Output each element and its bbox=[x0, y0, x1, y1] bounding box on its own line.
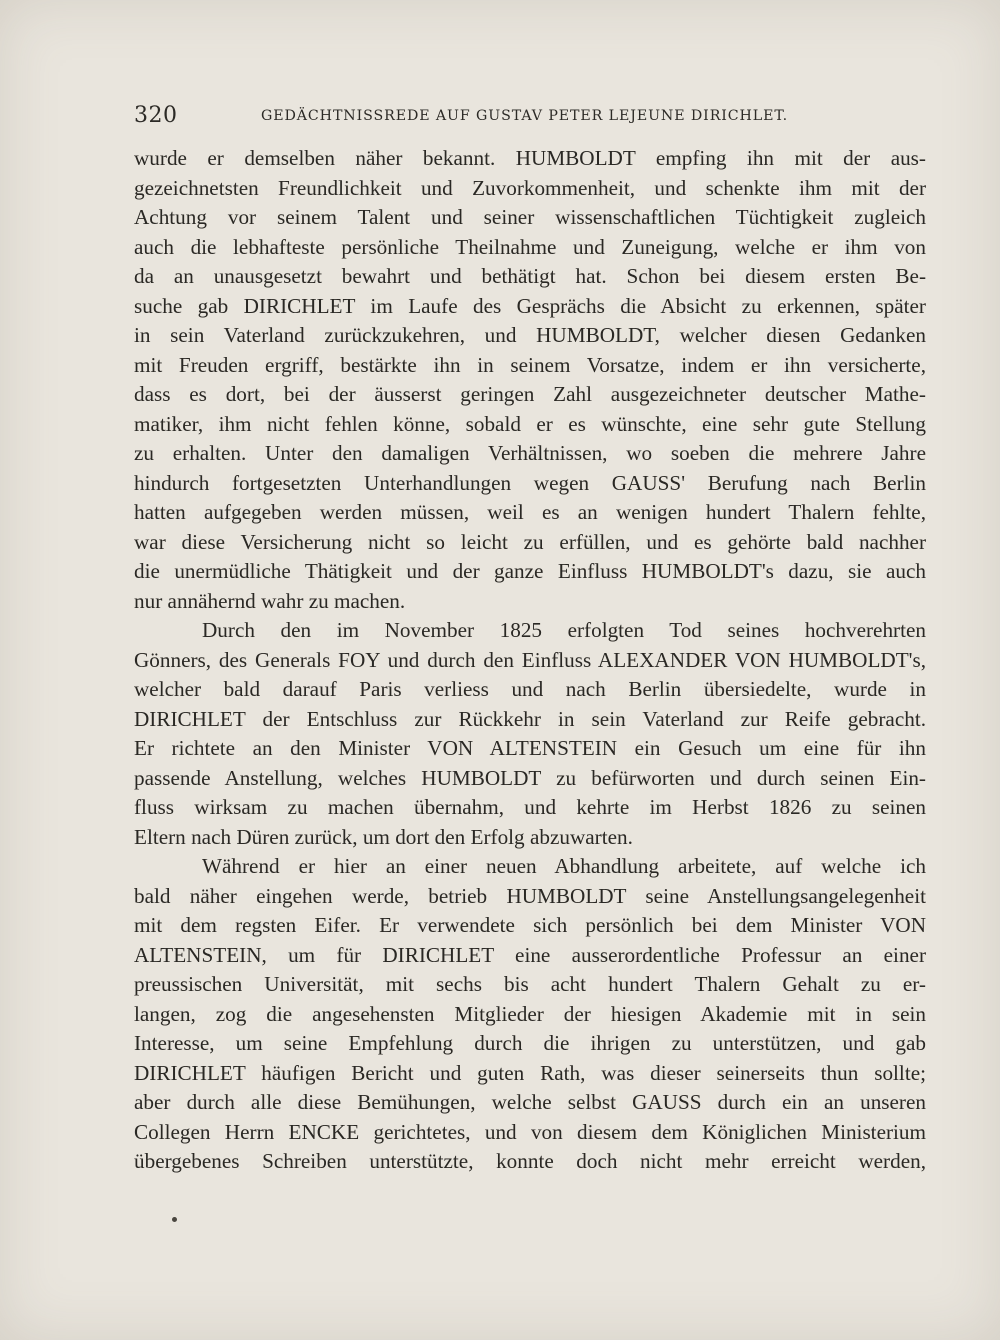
text-line: auch die lebhafteste persönliche Theilnahme und Zuneigung, welche er ihm von bbox=[134, 234, 926, 259]
text-line: langen, zog die angesehensten Mitglieder der hiesigen Akademie mit in sein bbox=[134, 1001, 926, 1026]
text-line: hindurch fortgesetzten Unterhandlungen wegen GAUSS' Berufung nach Berlin bbox=[134, 470, 926, 495]
text-line: mit dem regsten Eifer. Er verwendete sich persönlich bei dem Minister VON bbox=[134, 913, 926, 937]
text-line: in sein Vaterland zurückzukehren, und HUMBOLDT, welcher diesen Gedanken bbox=[134, 323, 926, 347]
text-line: Gönners, des Generals FOY und durch den Einfluss ALEXANDER VON HUMBOLDT's, bbox=[134, 647, 926, 672]
text-line: Eltern nach Düren zurück, um dort den Erfolg abzuwarten. bbox=[134, 824, 633, 849]
text-line: Durch den im November 1825 erfolgten Tod seines hochverehrten bbox=[202, 618, 926, 642]
text-line: Während er hier an einer neuen Abhandlung arbeitete, auf welche ich bbox=[202, 854, 926, 878]
text-line: übergebenes Schreiben unterstützte, konnte doch nicht mehr erreicht werden, bbox=[134, 1149, 926, 1173]
text-line: Achtung vor seinem Talent und seiner wissenschaftlichen Tüchtigkeit zugleich bbox=[134, 205, 926, 229]
page-number: 320 bbox=[134, 103, 178, 128]
text-line: suche gab DIRICHLET im Laufe des Gesprächs die Absicht zu erkennen, später bbox=[134, 293, 926, 318]
text-line: matiker, ihm nicht fehlen könne, sobald er es wünschte, eine sehr gute Stellung bbox=[134, 411, 926, 436]
text-line: bald näher eingehen werde, betrieb HUMBOLDT seine Anstellungsangelegenheit bbox=[134, 883, 926, 908]
text-line: Collegen Herrn ENCKE gerichtetes, und von diesem dem Königlichen Ministerium bbox=[134, 1119, 926, 1144]
text-line: Er richtete an den Minister VON ALTENSTEIN ein Gesuch um eine für ihn bbox=[134, 736, 926, 760]
text-line: fluss wirksam zu machen übernahm, und kehrte im Herbst 1826 zu seinen bbox=[134, 795, 926, 819]
ink-speck bbox=[172, 1217, 177, 1222]
text-line: DIRICHLET der Entschluss zur Rückkehr in sein Vaterland zur Reife gebracht. bbox=[134, 706, 926, 731]
text-line: mit Freuden ergriff, bestärkte ihn in seinem Vorsatze, indem er ihn versicherte, bbox=[134, 352, 926, 377]
body-text bbox=[134, 144, 926, 1177]
text-line: welcher bald darauf Paris verliess und nach Berlin übersiedelte, wurde in bbox=[134, 677, 926, 701]
text-line: wurde er demselben näher bekannt. HUMBOLDT empfing ihn mit der aus- bbox=[134, 146, 926, 170]
text-line: da an unausgesetzt bewahrt und bethätigt hat. Schon bei diesem ersten Be- bbox=[134, 264, 926, 288]
text-line: hatten aufgegeben werden müssen, weil es an wenigen hundert Thalern fehlte, bbox=[134, 500, 926, 524]
text-line: aber durch alle diese Bemühungen, welche selbst GAUSS durch ein an unseren bbox=[134, 1090, 926, 1114]
text-line: Interesse, um seine Empfehlung durch die ihrigen zu unterstützen, und gab bbox=[134, 1031, 926, 1055]
text-line: war diese Versicherung nicht so leicht zu erfüllen, und es gehörte bald nachher bbox=[134, 529, 926, 554]
text-line: dass es dort, bei der äusserst geringen Zahl ausgezeichneter deutscher Mathe- bbox=[134, 382, 926, 406]
text-line: DIRICHLET häufigen Bericht und guten Rath, was dieser seinerseits thun sollte; bbox=[134, 1060, 926, 1085]
text-line: ALTENSTEIN, um für DIRICHLET eine ausserordentliche Professur an einer bbox=[134, 942, 926, 967]
page-header bbox=[134, 103, 924, 131]
text-line: gezeichnetsten Freundlichkeit und Zuvorkommenheit, und schenkte ihm mit der bbox=[134, 175, 926, 200]
text-line: preussischen Universität, mit sechs bis acht hundert Thalern Gehalt zu er- bbox=[134, 972, 926, 996]
text-line: nur annähernd wahr zu machen. bbox=[134, 588, 406, 613]
text-line: zu erhalten. Unter den damaligen Verhältnissen, wo soeben die mehrere Jahre bbox=[134, 441, 926, 465]
running-title: GEDÄCHTNISSREDE AUF GUSTAV PETER LEJEUNE DIRICHLET. bbox=[261, 108, 789, 124]
text-line: passende Anstellung, welches HUMBOLDT zu befürworten und durch seinen Ein- bbox=[134, 765, 926, 790]
text-line: die unermüdliche Thätigkeit und der ganze Einfluss HUMBOLDT's dazu, sie auch bbox=[134, 559, 926, 583]
